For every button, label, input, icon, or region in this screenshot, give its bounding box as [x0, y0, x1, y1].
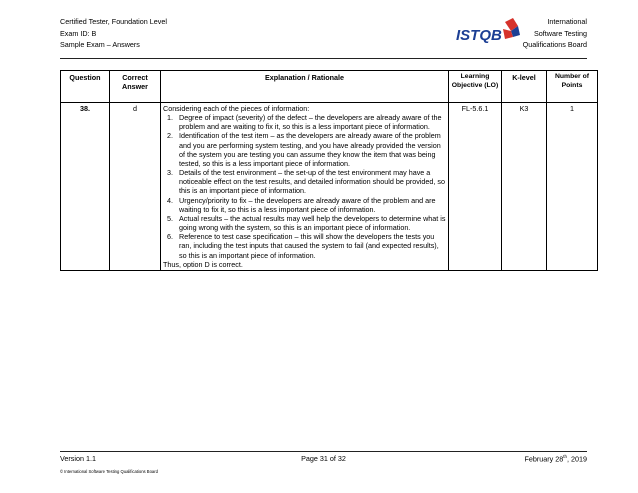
- page-header: [60, 16, 587, 56]
- list-item-number: 4.: [167, 195, 173, 205]
- header-right-line: International: [547, 17, 587, 26]
- col-correct-answer-header: Correct Answer: [110, 71, 161, 103]
- table-header-row: [61, 71, 598, 103]
- learning-objective: FL-5.6.1: [449, 103, 502, 271]
- list-item-text: Actual results – the actual results may well help the developers to determine what is going wrong with the system, so this is an important piece of information.: [179, 213, 446, 233]
- list-item: [163, 232, 446, 259]
- answers-table: [60, 70, 598, 271]
- page-footer: [60, 454, 587, 484]
- explanation-cell: [161, 103, 449, 271]
- footer-page-number: Page 31 of 32: [301, 454, 346, 463]
- list-item-number: 1.: [167, 113, 173, 123]
- footer-date-sup: th: [563, 454, 568, 459]
- header-divider: [60, 58, 587, 59]
- col-klevel-header: K-level: [502, 71, 547, 103]
- istqb-logo: [455, 17, 521, 47]
- logo-text: ISTQB: [456, 27, 502, 44]
- list-item-number: 2.: [167, 131, 173, 141]
- col-points-header: Number of Points: [547, 71, 598, 103]
- list-item-text: Urgency/priority to fix – the developers are already aware of the problem and are waiting to fix it, so this is a less important piece of information.: [179, 195, 436, 214]
- col-question-header: Question: [61, 71, 110, 103]
- list-item: [163, 131, 446, 168]
- reasons-list: [163, 113, 446, 260]
- footer-date: [524, 454, 587, 463]
- header-right-line: Software Testing: [533, 28, 587, 38]
- list-item-number: 6.: [167, 232, 173, 242]
- list-item-text: Degree of impact (severity) of the defect – the developers are already aware of the problem and are waiting to fix it, so this is a less important piece of information.: [179, 113, 442, 132]
- header-left-line: Sample Exam – Answers: [60, 40, 140, 49]
- list-item: [163, 113, 446, 131]
- header-left-line: Certified Tester, Foundation Level: [60, 17, 167, 26]
- header-left: [60, 16, 167, 51]
- header-right-line: Qualifications Board: [522, 40, 587, 49]
- list-item-text: Identification of the test item – as the developers are already aware of the problem and you are performing system testing, and you have already provided the version of the system you are testing you can assume they know the item that was being tested, so this is a less important piece of information.: [179, 131, 441, 168]
- logo-mark-icon: [503, 18, 520, 39]
- list-item: [163, 196, 446, 214]
- k-level: K3: [502, 103, 547, 271]
- col-lo-header: Learning Objective (LO): [449, 71, 502, 103]
- list-item: [163, 214, 446, 232]
- list-item: [163, 168, 446, 195]
- list-item-text: Details of the test environment – the set-up of the test environment may have a noticeable effect on the test results, and detailed information should be provided, so this is an important piece of information.: [179, 168, 445, 196]
- correct-answer: d: [110, 103, 161, 271]
- explanation-conclusion: Thus, option D is correct.: [163, 259, 243, 269]
- explanation-intro: Considering each of the pieces of information:: [163, 104, 310, 113]
- points: 1: [547, 103, 598, 271]
- footer-divider: [60, 451, 587, 452]
- list-item-text: Reference to test case specification – this will show the developers the tests you ran, including the test inputs that caused the system to fail (and expected results), so this is an important piece of information.: [179, 232, 439, 260]
- list-item-number: 3.: [167, 168, 173, 178]
- col-explanation-header: Explanation / Rationale: [161, 71, 449, 103]
- footer-date-prefix: February 28: [524, 454, 564, 464]
- footer-date-suffix: , 2019: [567, 454, 587, 464]
- header-left-line: Exam ID: B: [60, 28, 97, 38]
- table-row: [61, 103, 598, 271]
- footer-version: Version 1.1: [60, 454, 96, 463]
- header-right: [523, 16, 587, 51]
- list-item-number: 5.: [167, 213, 173, 223]
- question-number: 38.: [61, 103, 110, 271]
- footer-copyright: © International Software Testing Qualifications Board: [60, 469, 158, 474]
